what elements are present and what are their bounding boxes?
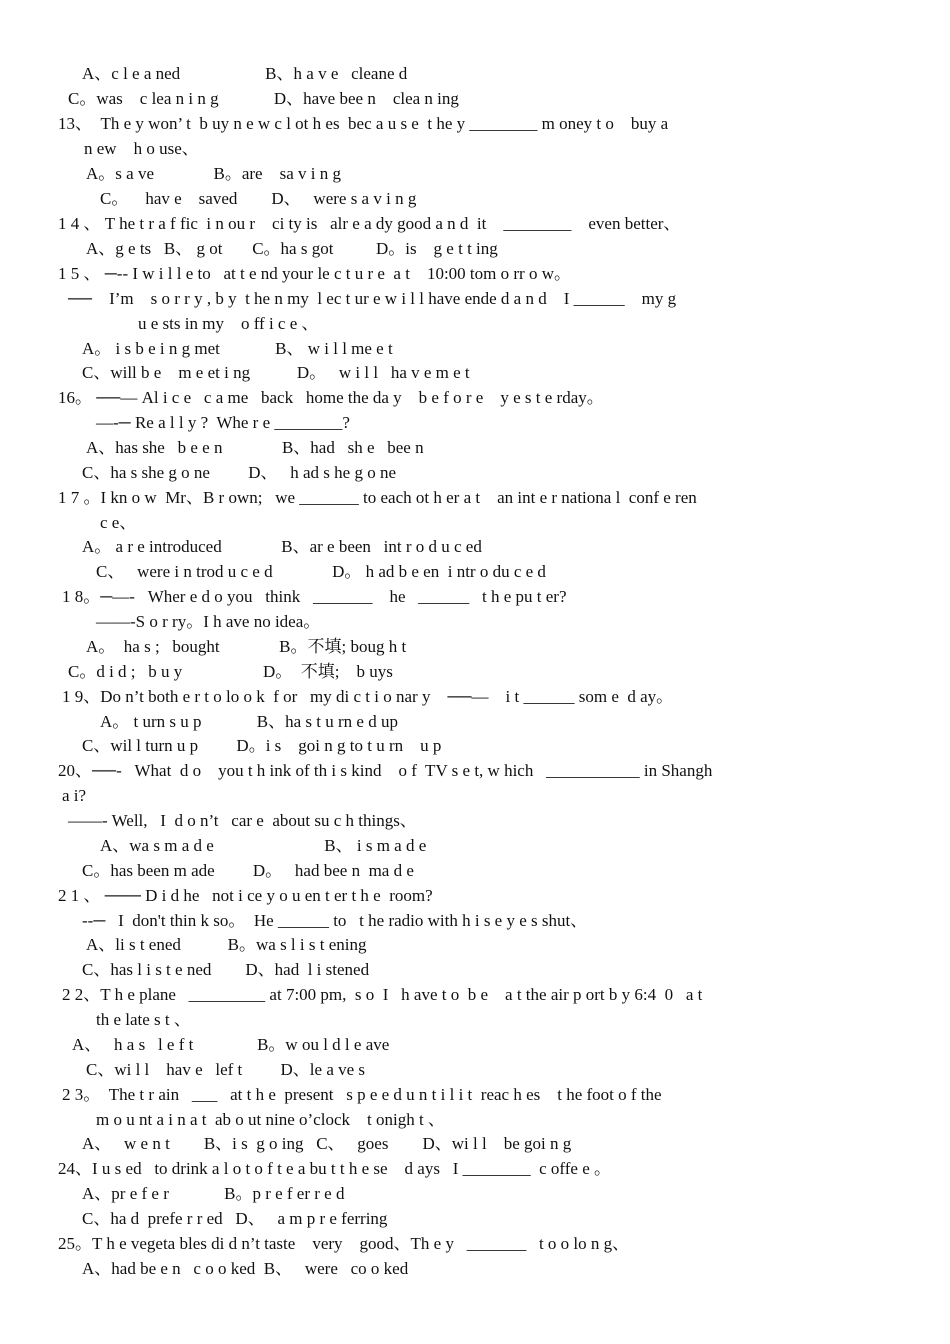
text-line: 25。T h e vegeta bles di d n’t taste very good、Th e y _______ t o o lo n g、 — [58, 1234, 630, 1253]
text-line: 20、──- What d o you t h ink of th i s kind o f TV s e t, w hich ___________ in Shangh — [58, 761, 713, 780]
text-line: —-─ Re a l l y ? Whe r e ________? — [96, 413, 350, 432]
text-line: 1 5 、 ─-- I w i l l e to at t e nd your le c t u r e a t 10:00 tom o rr o w。 — [58, 264, 571, 283]
text-line: A、c l e a ned B、h a v e cleane d — [82, 64, 408, 83]
text-line: m o u nt a i n a t ab o ut nine o’clock t onigh t 、 — [96, 1110, 445, 1129]
text-line: 1 4 、 T he t r a f fic i n ou r ci ty is alr e a dy good a n d it ________ even better、 — [58, 214, 681, 233]
text-line: C、has l i s t e ned D、had l i stened — [82, 960, 370, 979]
text-line: C。has been m ade D。 had bee n ma d e — [82, 861, 414, 880]
text-line: A、has she b e e n B、had sh e bee n — [86, 438, 424, 457]
text-line: 13、 Th e y won’ t b uy n e w c l ot h es bec a u s e t he y ________ m oney t o buy a — [58, 114, 669, 133]
text-line: A。 ha s ; bought B。不填; boug h t — [86, 637, 407, 656]
text-line: 24、I u s ed to drink a l o t o f t e a bu t t h e se d ays I ________ c offe e 。 — [58, 1159, 612, 1178]
text-line: --─ I don't thin k so。 He ______ to t he radio with h i s e y e s shut、 — [82, 911, 588, 930]
text-line: A、g e ts B、 g ot C。ha s got D。is g e t t ing — [86, 239, 498, 258]
text-line: C、ha s she g o ne D、 h ad s he g o ne — [82, 463, 396, 482]
text-line: A。s a ve B。are sa v i n g — [86, 164, 341, 183]
text-line: C。d i d ; b u y D。 不填; b uys — [68, 662, 393, 681]
text-line: C、ha d prefe r r ed D、 a m p r e ferring — [82, 1209, 388, 1228]
text-line: A。 a r e introduced B、ar e been int r o d u c ed — [82, 537, 482, 556]
text-line: A、 h a s l e f t B。w ou l d l e ave — [72, 1035, 390, 1054]
text-line: ——-S o r ry。I h ave no idea。 — [96, 612, 321, 631]
text-line: 2 3。 The t r ain ___ at t h e present s p e e d u n t i l i t reac h es t he foot o f the — [62, 1085, 662, 1104]
text-line: c e、 — [100, 513, 137, 532]
text-line: A、wa s m a d e B、 i s m a d e — [100, 836, 427, 855]
text-line: 1 8。─—- Wher e d o you think _______ he ______ t h e pu t er? — [62, 587, 567, 606]
text-line: th e late s t 、 — [96, 1010, 191, 1029]
text-line: 1 9、Do n’t both e r t o lo o k f or my di c t i o nar y ──— i t ______ som e d ay。 — [62, 687, 674, 706]
text-line: n ew h o use、 — [84, 139, 199, 158]
text-line: C、will b e m e et i ng D。 w i l l ha v e m e t — [82, 363, 470, 382]
text-line: ── I’m s o r r y , b y t he n my l ec t ur e w i l l have ende d a n d I ______ my g — [68, 289, 677, 308]
text-line: a i? — [62, 786, 87, 805]
text-line: C。was c lea n i n g D、have bee n clea n ing — [68, 89, 459, 108]
text-line: 2 2、T h e plane _________ at 7:00 pm, s o I h ave t o b e a t the air p ort b y 6:4 0 a t — [62, 985, 703, 1004]
text-line: 1 7 。I kn o w Mr、B r own; we _______ to each ot h er a t an int e r nationa l conf e ren — [58, 488, 697, 507]
text-line: A、li s t ened B。wa s l i s t ening — [86, 935, 367, 954]
text-line: u e sts in my o ff i c e 、 — [138, 314, 319, 333]
text-line: A、had be e n c o o ked B、 were co o ked — [82, 1259, 409, 1278]
text-line: C、wil l turn u p D。i s goi n g to t u rn u p — [82, 736, 442, 755]
text-line: A、 w e n t B、i s g o ing C、 goes D、wi l l be goi n g — [82, 1134, 572, 1153]
text-line: C。 hav e saved D、 were s a v i n g — [100, 189, 417, 208]
text-line: 16。 ──— Al i c e c a me back home the da y b e f o r e y e s t e rday。 — [58, 388, 604, 407]
text-line: A。 t urn s u p B、ha s t u rn e d up — [100, 712, 398, 731]
text-line: A、pr e f e r B。p r e f er r e d — [82, 1184, 345, 1203]
text-line: ——- Well, I d o n’t car e about su c h things、 — [68, 811, 417, 830]
text-line: A。 i s b e i n g met B、 w i l l me e t — [82, 339, 393, 358]
text-line: 2 1 、 ─── D i d he not i ce y o u en t er t h e room? — [58, 886, 433, 905]
text-line: C、wi l l hav e lef t D、le a ve s — [86, 1060, 366, 1079]
text-line: C、 were i n trod u c e d D。 h ad b e en i ntr o du c e d — [96, 562, 546, 581]
